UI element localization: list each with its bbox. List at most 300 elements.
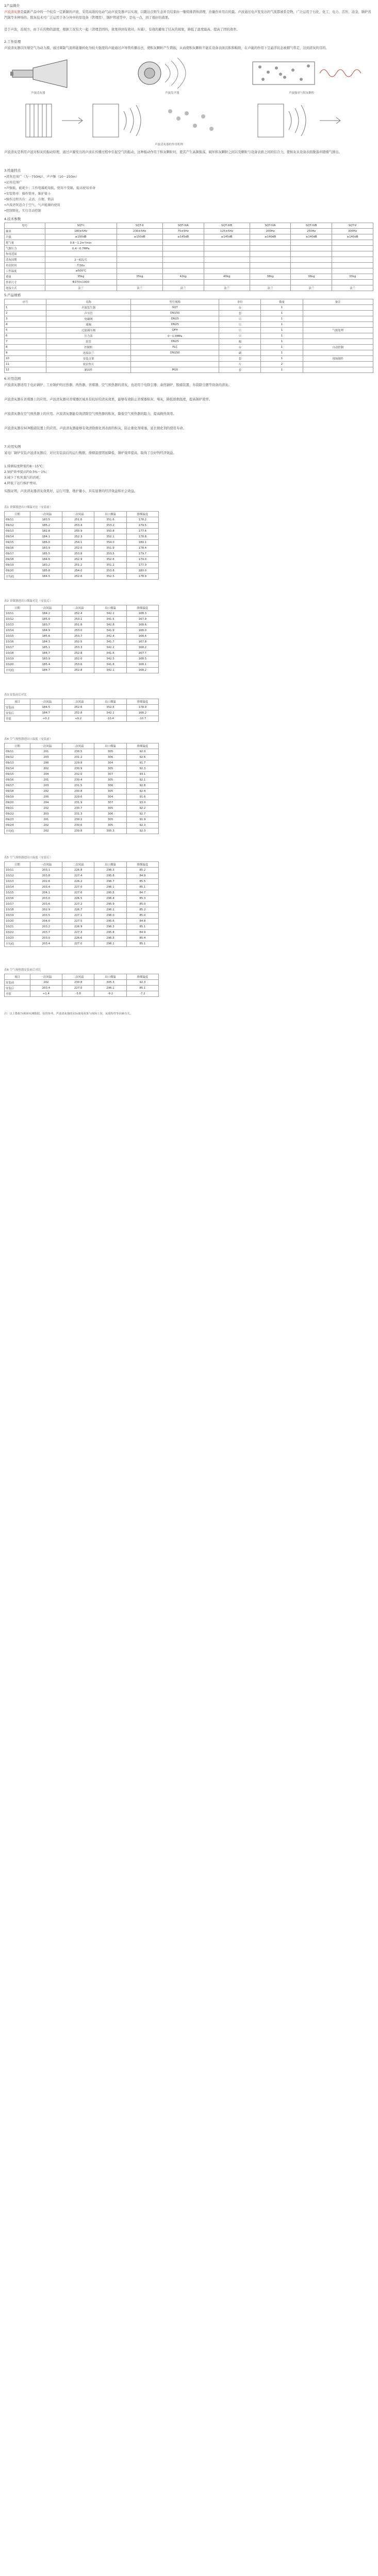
table-cell: 253.1 [62, 617, 94, 622]
table-cell: 296.5 [94, 936, 126, 941]
table-cell: 33kg [332, 274, 373, 280]
table-cell: 10/14 [5, 628, 30, 634]
table-cell: 295.5 [94, 890, 126, 896]
table-cell: 10/13 [5, 622, 30, 628]
table-cell: 253.7 [62, 634, 94, 639]
table-cell: 296.1 [94, 885, 126, 890]
table-cell: 341.5 [94, 617, 126, 622]
table-cell: 125±5Hz [204, 229, 250, 234]
table-cell: 168.6 [126, 622, 158, 628]
table-cell: 227.1 [62, 913, 94, 919]
table-cell: 4 [5, 322, 46, 328]
table-header-cell: 二次风温 [62, 699, 94, 705]
table-cell: 202 [30, 828, 62, 834]
data-table-title: 表2 省煤器进出口烟温对比（安装后） [4, 600, 53, 603]
table-cell: 安装后 [5, 986, 30, 991]
application-paragraph: 声波清灰器在空气预热器上的应用。声波清灰器能有效清除空气预热器的积灰，降低空气预热器的阻力，提高换热效率。 [4, 412, 176, 416]
table-cell: 93.1 [126, 772, 158, 777]
application-paragraph: 声波清灰器在省煤器上的应用。声波清灰器对省煤器区域具有较好的清灰效果，能够有效防止省煤器积灰、堵灰，降低排烟温度，提高锅炉效率。 [4, 398, 212, 401]
table-cell: 203 [30, 783, 62, 789]
table-row [5, 523, 159, 529]
table-cell: 183.5 [30, 517, 62, 523]
table-cell: 92.6 [126, 755, 158, 760]
table-cell: 09/17 [5, 783, 30, 789]
table-cell: 253.3 [62, 645, 94, 651]
table-cell: 09/11 [5, 517, 30, 523]
table-cell: 85.1 [126, 885, 158, 890]
table-cell: M16 [131, 367, 219, 373]
application-paragraph: 声波清灰器适用于电站锅炉、工业锅炉的过热器、再热器、省煤器、空气预热器的清灰，也适用于电除尘器、余热锅炉、脱硝装置、布袋除尘器等设备的清灰。 [4, 383, 232, 387]
table-cell: 203.5 [30, 913, 62, 919]
table-cell: 296.1 [94, 986, 126, 991]
table-row [5, 651, 159, 656]
table-cell: -3.8 [62, 991, 94, 997]
table-cell [303, 339, 373, 345]
table-cell: 184.5 [30, 705, 62, 710]
table-cell: 10/19 [5, 913, 30, 919]
table-cell: 296.2 [94, 907, 126, 913]
table-row [5, 817, 159, 823]
table-cell [162, 263, 204, 268]
table-cell: 230.8 [62, 789, 94, 794]
table-cell: 10/15 [5, 890, 30, 896]
table-cell: 11 [5, 362, 46, 367]
performance-item: •操作过程具有：灵活、方便、简洁 [4, 198, 54, 201]
table-row [5, 229, 373, 234]
mechanism-caption: 声波清灰器的作用机理 [155, 143, 184, 146]
product-link[interactable]: 声波清灰器 [4, 10, 21, 14]
table-cell: 36kg [291, 274, 332, 280]
table-cell: 183.7 [30, 622, 62, 628]
table-cell: 305 [94, 823, 126, 828]
table-row [5, 823, 159, 828]
table-cell: DN150 [131, 350, 219, 356]
table-cell: 168.2 [126, 645, 158, 651]
table-cell: 168.4 [126, 634, 158, 639]
table-cell: 203.4 [30, 941, 62, 947]
table-cell: 203.6 [30, 902, 62, 907]
table-cell: 167.8 [126, 639, 158, 645]
section-heading-application: 6.应用范围 [4, 377, 21, 381]
table-header-cell: 日期 [5, 862, 30, 868]
table-cell: 200 [30, 794, 62, 800]
table-cell: 91.9 [126, 817, 158, 823]
table-cell: 179.5 [126, 523, 158, 529]
table-row [5, 345, 373, 350]
case-summary-item: 1.排烟温度降低约8～15℃； [4, 465, 46, 468]
table-row [5, 263, 373, 268]
table-cell [332, 257, 373, 263]
table-cell: 压力表 [46, 333, 131, 339]
table-cell: 09/15 [5, 772, 30, 777]
table-cell: 09/16 [5, 546, 30, 551]
table-cell: 185.2 [30, 523, 62, 529]
table-header-cell: SQT-IIIA [162, 223, 204, 229]
table-cell [303, 322, 373, 328]
table-cell: 227.3 [62, 930, 94, 936]
table-cell: 305.3 [94, 828, 126, 834]
table-cell: 10/17 [5, 902, 30, 907]
table-header-cell: 单位 [219, 299, 261, 305]
table-cell: 352.5 [94, 705, 126, 710]
table-row [5, 902, 159, 907]
table-cell: 226.7 [62, 907, 94, 913]
table-cell: 85.4 [126, 936, 158, 941]
table-cell: 185.8 [30, 568, 62, 574]
table-cell: 203.8 [30, 873, 62, 879]
table-cell: 套 [219, 311, 261, 316]
table-cell: ≥140dB [291, 234, 332, 240]
table-row [5, 760, 159, 766]
table-cell: 作用范围 [5, 251, 45, 257]
table-cell: 09/18 [5, 789, 30, 794]
table-cell [303, 362, 373, 367]
table-header-cell: 排烟温度 [126, 743, 158, 749]
footer-note: 注：以上数据为现场实测数据，仅供参考。声波清灰器的实际使用效果与现场工况、灰质特性等因素有关。 [4, 1012, 133, 1015]
table-cell: 09/23 [5, 817, 30, 823]
table-cell: 203.0 [30, 936, 62, 941]
table-cell: 251.2 [62, 563, 94, 568]
table-row [5, 789, 159, 794]
table-cell: 254.1 [62, 540, 94, 546]
table-row [5, 980, 159, 986]
tech-params-table [4, 223, 373, 291]
table-cell: 法兰 [204, 285, 250, 291]
data-table-title: 表3 安装前后对比 [4, 693, 27, 697]
table-header-cell: 一次风温 [30, 974, 62, 980]
table-cell: 1 [261, 350, 303, 356]
table-row [5, 919, 159, 924]
table-header-cell: 数量 [261, 299, 303, 305]
table-cell: 38kg [250, 274, 291, 280]
table-row [5, 622, 159, 628]
table-cell [204, 268, 250, 274]
case-intro: 某电厂锅炉安装声波清灰器后，对比安装前后的运行数据，排烟温度明显降低，锅炉效率提高，取得了良好的经济效益。 [4, 451, 176, 455]
table-cell: PLC [131, 345, 219, 350]
table-cell [332, 268, 373, 274]
table-cell: 305 [94, 817, 126, 823]
table-cell: 232.0 [62, 772, 94, 777]
table-cell: 自动控制 [303, 345, 373, 350]
table-cell: ≥150dB [45, 234, 117, 240]
table-row [5, 705, 159, 710]
table-row [5, 936, 159, 941]
table-cell: 342.4 [94, 634, 126, 639]
table-header-cell: 型号 [5, 223, 45, 229]
intro-paragraph-2: 是于声波，治现方，由于在的物的温度，根据工况有大一起（清理是固的，效果得到有效对，实施），有效的避免了结灰的现象，降低了温度最高，提高了固的效率。 [4, 28, 240, 31]
table-cell: 307 [94, 800, 126, 806]
table-cell: 连接法兰 [46, 350, 131, 356]
table-header-cell: 日期 [5, 512, 30, 517]
table-cell: 202 [30, 806, 62, 811]
data-table [4, 861, 159, 947]
case-summary-item: 3.减少了吹灰蒸汽的消耗； [4, 476, 42, 480]
table-cell: 控制柜 [46, 345, 131, 350]
table-cell [303, 333, 373, 339]
table-cell: 202 [30, 980, 62, 986]
table-cell: 09/19 [5, 794, 30, 800]
table-row [5, 800, 159, 806]
table-cell: 套 [219, 356, 261, 362]
table-cell: 软管 [46, 339, 131, 345]
table-cell: 252.5 [62, 639, 94, 645]
table-cell: 341.8 [94, 662, 126, 668]
table-cell: 201 [30, 817, 62, 823]
performance-item: •声波清灰适合于空气，气声能源的使用 [4, 204, 60, 207]
table-cell: 350.8 [94, 529, 126, 534]
table-cell [250, 280, 291, 285]
table-cell: 295.8 [94, 873, 126, 879]
table-cell: 231.5 [62, 783, 94, 789]
table-cell [117, 268, 162, 274]
table-cell: 229.6 [62, 794, 94, 800]
table-cell: 202 [30, 789, 62, 794]
table-cell [117, 280, 162, 285]
table-cell: 354.0 [94, 540, 126, 546]
table-cell: 平均值 [5, 574, 30, 580]
table-cell: 250Hz [291, 229, 332, 234]
table-cell: 7 [5, 339, 46, 345]
table-header-cell: 排烟温度 [126, 862, 158, 868]
table-cell: 251.6 [62, 517, 94, 523]
table-row [5, 574, 159, 580]
table-cell: 93.0 [126, 800, 158, 806]
table-header-row [5, 605, 159, 611]
table-cell: 84.7 [126, 890, 158, 896]
table-cell: 184.2 [30, 611, 62, 617]
table-cell: 352.6 [94, 557, 126, 563]
table-cell: 09/19 [5, 563, 30, 568]
table-cell: 安装前 [5, 980, 30, 986]
table-header-cell: 日期 [5, 605, 30, 611]
table-row [5, 251, 373, 257]
table-row [5, 305, 373, 311]
table-header-cell: 出口烟温 [94, 974, 126, 980]
table-row [5, 257, 373, 263]
table-cell: 180.1 [126, 540, 158, 546]
table-cell: 法兰 [162, 285, 204, 291]
table-cell: 229.8 [62, 760, 94, 766]
table-cell: 185.0 [30, 617, 62, 622]
table-cell [332, 240, 373, 246]
table-header-cell: 二次风温 [62, 862, 94, 868]
table-cell: 35kg [117, 274, 162, 280]
table-row [5, 662, 159, 668]
table-cell: 气源处理 [303, 328, 373, 333]
table-cell: 只 [219, 322, 261, 328]
table-cell: 177.9 [126, 563, 158, 568]
table-cell: 300Hz [332, 229, 373, 234]
table-row [5, 885, 159, 890]
table-header-cell: 一次风温 [30, 743, 62, 749]
performance-item: •声强低，能耗少；工作电器耗用低，使用不受限，提高使用寿命 [4, 187, 95, 190]
table-cell: 342.8 [94, 622, 126, 628]
table-header-cell: 二次风温 [62, 974, 94, 980]
table-cell [204, 280, 250, 285]
table-cell: 9 [5, 350, 46, 356]
table-cell: 230.9 [62, 766, 94, 772]
table-cell: 304 [94, 760, 126, 766]
table-header-cell: SQT-IVA [250, 223, 291, 229]
table-row [5, 322, 373, 328]
table-cell: 09/20 [5, 568, 30, 574]
table-cell: 168.1 [126, 662, 158, 668]
table-cell: 353.2 [94, 523, 126, 529]
table-cell: 295.8 [94, 930, 126, 936]
table-row [5, 246, 373, 251]
table-cell: 09/12 [5, 755, 30, 760]
table-cell: 250.9 [62, 529, 94, 534]
table-cell: 1 [261, 333, 303, 339]
table-cell: 84.9 [126, 873, 158, 879]
table-header-cell: 型号规格 [131, 299, 219, 305]
table-cell: 203.0 [30, 896, 62, 902]
table-cell: 1 [261, 367, 303, 373]
table-cell: 10/11 [5, 611, 30, 617]
table-header-cell: 排烟温度 [126, 605, 158, 611]
table-cell: 单次时间 [5, 263, 45, 268]
table-cell: 09/11 [5, 749, 30, 755]
table-cell: 安装支架 [46, 356, 131, 362]
table-row [5, 316, 373, 322]
table-cell [291, 257, 332, 263]
table-cell: 253.0 [62, 628, 94, 634]
table-row [5, 991, 159, 997]
table-cell: 35kg [45, 274, 117, 280]
table-cell: 10/11 [5, 868, 30, 873]
table-cell: 252.9 [62, 557, 94, 563]
table-cell: 351.9 [94, 546, 126, 551]
table-cell: 84.9 [126, 930, 158, 936]
table-cell: 296.0 [94, 913, 126, 919]
table-row [5, 568, 159, 574]
table-cell: 85.1 [126, 986, 158, 991]
table-cell: 10/17 [5, 645, 30, 651]
table-cell: 92.8 [126, 783, 158, 789]
table-cell: 353.5 [94, 551, 126, 557]
table-row [5, 551, 159, 557]
table-cell [332, 251, 373, 257]
table-cell: 10/18 [5, 907, 30, 913]
table-cell: 352.1 [94, 534, 126, 540]
table-cell: 92.0 [126, 749, 158, 755]
table-cell [162, 246, 204, 251]
table-cell: 353.8 [94, 568, 126, 574]
table-cell: 2 [261, 362, 303, 367]
table-cell: 230.8 [62, 828, 94, 834]
table-cell: 226.6 [62, 936, 94, 941]
table-cell: 91.7 [126, 760, 158, 766]
table-cell: 231.2 [62, 755, 94, 760]
table-cell: 0.8～1.2m³/min [45, 240, 117, 246]
table-cell [303, 311, 373, 316]
table-row [5, 879, 159, 885]
table-cell: +0.2 [62, 716, 94, 722]
table-cell: 声导管 [46, 311, 131, 316]
table-cell: 204.0 [30, 919, 62, 924]
product-spec-table [4, 299, 373, 373]
table-cell [250, 263, 291, 268]
table-cell: 200Hz [250, 229, 291, 234]
table-row [5, 913, 159, 919]
table-header-cell: SQT-V [332, 223, 373, 229]
sound-generator-figure [129, 57, 232, 90]
table-cell [204, 246, 250, 251]
table-cell: 227.0 [62, 885, 94, 890]
table-cell [250, 246, 291, 251]
table-cell: 1 [261, 339, 303, 345]
table-header-row [5, 743, 159, 749]
table-cell: Φ270×1000 [45, 280, 117, 285]
table-cell: 351.2 [94, 563, 126, 568]
table-cell: 09/20 [5, 800, 30, 806]
table-cell: 342.1 [94, 611, 126, 617]
table-cell: 178.9 [126, 574, 158, 580]
table-row [5, 280, 373, 285]
table-cell: 253.6 [62, 662, 94, 668]
table-cell: 230.7 [62, 806, 94, 811]
table-cell: 85.5 [126, 879, 158, 885]
table-row [5, 656, 159, 662]
table-cell: 10/12 [5, 873, 30, 879]
table-cell: 92.2 [126, 806, 158, 811]
table-cell: 179.7 [126, 551, 158, 557]
table-cell: 球阀 [46, 322, 131, 328]
table-cell [117, 246, 162, 251]
table-cell [303, 350, 373, 356]
table-cell: 92.3 [126, 828, 158, 834]
table-cell: 声波发生器 [46, 305, 131, 311]
table-header-cell: SQT-IIIB [204, 223, 250, 229]
data-table-title: 表4 空气预热器进出口温度（安装前） [4, 738, 53, 741]
table-cell: 09/14 [5, 534, 30, 540]
table-cell: 台 [219, 305, 261, 311]
table-cell: 85.1 [126, 941, 158, 947]
table-cell: 09/13 [5, 529, 30, 534]
table-row [5, 777, 159, 783]
case-summary-item: 4.降低了运行维护费用。 [4, 482, 39, 485]
table-row [5, 890, 159, 896]
table-cell: 253.8 [62, 551, 94, 557]
table-cell: 296.3 [94, 924, 126, 930]
table-cell: 295.6 [94, 919, 126, 924]
section-heading-performance: 3.性能特点 [4, 168, 21, 173]
table-cell: 226.5 [62, 896, 94, 902]
table-cell [332, 263, 373, 268]
table-cell: 202 [30, 823, 62, 828]
table-cell: +1.4 [30, 991, 62, 997]
table-cell [131, 362, 219, 367]
table-cell: 42kg [162, 274, 204, 280]
section-heading-case: 7.应用实例 [4, 445, 21, 449]
section-heading-principle: 2.工作原理 [4, 40, 21, 44]
table-row [5, 896, 159, 902]
table-cell: 10/20 [5, 919, 30, 924]
table-cell: 10/20 [5, 662, 30, 668]
table-cell: 204 [30, 800, 62, 806]
table-row [5, 941, 159, 947]
table-cell: 差值 [5, 991, 30, 997]
table-cell [291, 280, 332, 285]
table-cell: 3 [5, 316, 46, 322]
table-cell: 251.8 [62, 622, 94, 628]
table-cell: 180±5Hz [45, 229, 117, 234]
table-cell: 差值 [5, 716, 30, 722]
table-header-row [5, 223, 373, 229]
table-cell: 168.0 [126, 628, 158, 634]
table-cell: 92.1 [126, 777, 158, 783]
table-header-cell: SQT-II [117, 223, 162, 229]
